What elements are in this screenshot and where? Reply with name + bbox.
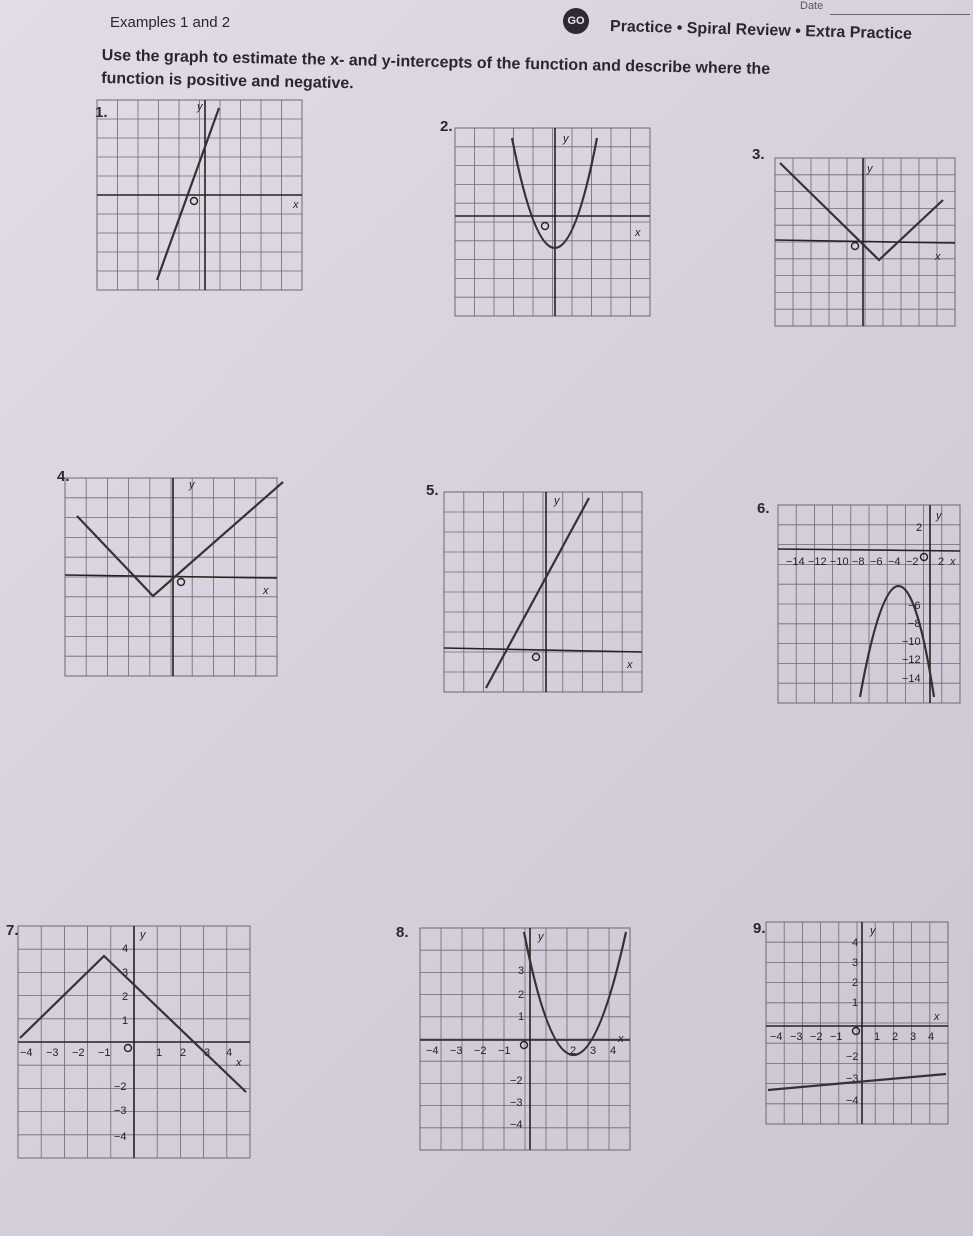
graph-6-y-tick: −8 [908,618,921,630]
problem-5-number: 5. [426,482,439,499]
graph-9-y-tick: 2 [852,977,859,989]
graph-7-absolute-value [20,956,246,1092]
graph-8-y-tick: 3 [518,965,525,977]
graph-3-y-label: y [867,163,873,175]
graph-7-x-tick: −1 [98,1047,111,1059]
graph-8-x-tick: 3 [590,1045,597,1057]
graph-8-x-tick: 2 [570,1045,577,1057]
graph-9-x-tick: −2 [810,1031,823,1043]
graph-9-y-tick: 1 [852,997,859,1009]
graph-4-origin-marker [178,579,185,586]
graph-6-x-tick: −12 [808,556,827,568]
graph-3-x-label: x [935,251,941,263]
graph-8-y-label: y [538,931,544,943]
graph-8-x-tick: −1 [498,1045,511,1057]
graph-2-x-label: x [635,227,641,239]
graph-7-y-tick: −4 [114,1131,127,1143]
graph-7-y-tick: 3 [122,967,129,979]
graph-9-x-tick: 4 [928,1031,935,1043]
graph-8-y-tick: −4 [510,1119,523,1131]
graph-9-x-tick: 2 [892,1031,899,1043]
graph-8-grid [420,928,630,1150]
graph-6-x-tick: −8 [852,556,865,568]
graph-7-x-label: x [236,1057,242,1069]
date-line [830,14,970,15]
graph-3-origin-marker [852,243,859,250]
problem-3-number: 3. [752,146,765,163]
graph-9-x-tick: −3 [790,1031,803,1043]
graph-4-y-label: y [189,479,195,491]
graph-3-absolute-value [780,163,943,260]
graph-3 [775,158,955,326]
graph-7-x-tick: 4 [226,1047,233,1059]
graph-6-x-axis [778,549,960,551]
graph-6-y-tick: 2 [916,522,923,534]
graph-2-y-label: y [563,133,569,145]
graph-5-x-label: x [627,659,633,671]
problem-1-number: 1. [95,104,108,121]
graph-2-grid [455,128,650,316]
problem-6-number: 6. [757,500,770,517]
graph-6-y-tick: −10 [902,636,921,648]
graph-9-y-tick: −2 [846,1051,859,1063]
graph-5-grid [444,492,642,692]
graph-8-x-tick: −2 [474,1045,487,1057]
graph-9-grid [766,922,948,1124]
graph-7-y-tick: 4 [122,943,129,955]
problem-2-number: 2. [440,118,453,135]
graph-7-x-tick: 2 [180,1047,187,1059]
graph-9-x-tick: 3 [910,1031,917,1043]
problem-7-number: 7. [6,922,19,939]
graph-9 [766,922,948,1124]
problem-4-number: 4. [57,468,70,485]
graph-2-origin-marker [542,223,549,230]
graph-8-origin-marker [521,1042,528,1049]
graph-7-y-tick: 1 [122,1015,129,1027]
graph-6-parabola [860,586,934,697]
graph-8 [420,928,630,1150]
graph-1-x-label: x [293,199,299,211]
graph-6 [778,505,960,703]
graph-1-origin-marker [191,198,198,205]
graph-6-y-tick: −14 [902,673,921,685]
graph-9-x-tick: −4 [770,1031,783,1043]
practice-title: Practice • Spiral Review • Extra Practice [609,18,913,43]
graph-9-y-tick: −4 [846,1095,859,1107]
graph-7-y-tick: −3 [114,1105,127,1117]
graph-8-y-tick: −3 [510,1097,523,1109]
graph-9-x-tick: 1 [874,1031,881,1043]
graph-8-y-tick: 1 [518,1011,525,1023]
graph-9-y-tick: 3 [852,957,859,969]
graph-5-origin-marker [533,654,540,661]
graph-2 [455,128,650,316]
graph-7-y-tick: −2 [114,1081,127,1093]
graph-6-y-tick: −6 [908,600,921,612]
graph-8-y-tick: 2 [518,989,525,1001]
graph-9-x-ticks [770,1031,934,1043]
graph-7-x-tick: 3 [204,1047,211,1059]
graph-8-x-label: x [618,1033,624,1045]
graph-8-x-tick: −3 [450,1045,463,1057]
problem-9-number: 9. [753,920,766,937]
graph-5-y-label: y [554,495,560,507]
graph-1-line [157,108,219,280]
date-label: Date [800,0,824,12]
graph-6-y-label: y [936,510,942,522]
graph-6-grid [778,505,960,703]
graph-6-x-tick: −4 [888,556,901,568]
graph-1-y-label: y [197,101,203,113]
graph-6-x-tick: −10 [830,556,849,568]
graph-9-y-tick: 4 [852,937,859,949]
graph-4-x-label: x [263,585,269,597]
graph-7-x-tick: −4 [20,1047,33,1059]
graph-6-x-label: x [950,556,956,568]
graph-7-y-tick: 2 [122,991,129,1003]
graph-7-x-tick: 1 [156,1047,163,1059]
graph-9-y-tick: −3 [846,1073,859,1085]
graph-6-x-tick: −6 [870,556,883,568]
graph-8-x-tick: 4 [610,1045,617,1057]
graph-9-y-label: y [870,925,876,937]
graph-7-y-label: y [140,929,146,941]
graph-9-x-tick: −1 [830,1031,843,1043]
graph-6-x-tick: −14 [786,556,805,568]
instructions: Use the graph to estimate the x- and y-intercepts of the function and describe where the function is positive and negative. [101,46,771,93]
graph-4 [65,478,277,676]
go-badge-icon: GO [563,8,589,34]
graph-8-x-tick: −4 [426,1045,439,1057]
graph-9-x-label: x [934,1011,940,1023]
graph-6-x-tick: −2 [906,556,919,568]
graph-6-x-tick: 2 [938,556,945,568]
graph-7-x-tick: −3 [46,1047,59,1059]
examples-label: Examples 1 and 2 [110,14,231,31]
graph-7 [18,926,250,1158]
graph-1 [97,100,302,290]
problem-8-number: 8. [396,924,409,941]
graph-7-origin-marker [125,1045,132,1052]
graph-6-y-tick: −12 [902,654,921,666]
graph-7-x-tick: −2 [72,1047,85,1059]
graph-5 [444,492,642,692]
graph-9-origin-marker [853,1028,860,1035]
graph-8-y-tick: −2 [510,1075,523,1087]
